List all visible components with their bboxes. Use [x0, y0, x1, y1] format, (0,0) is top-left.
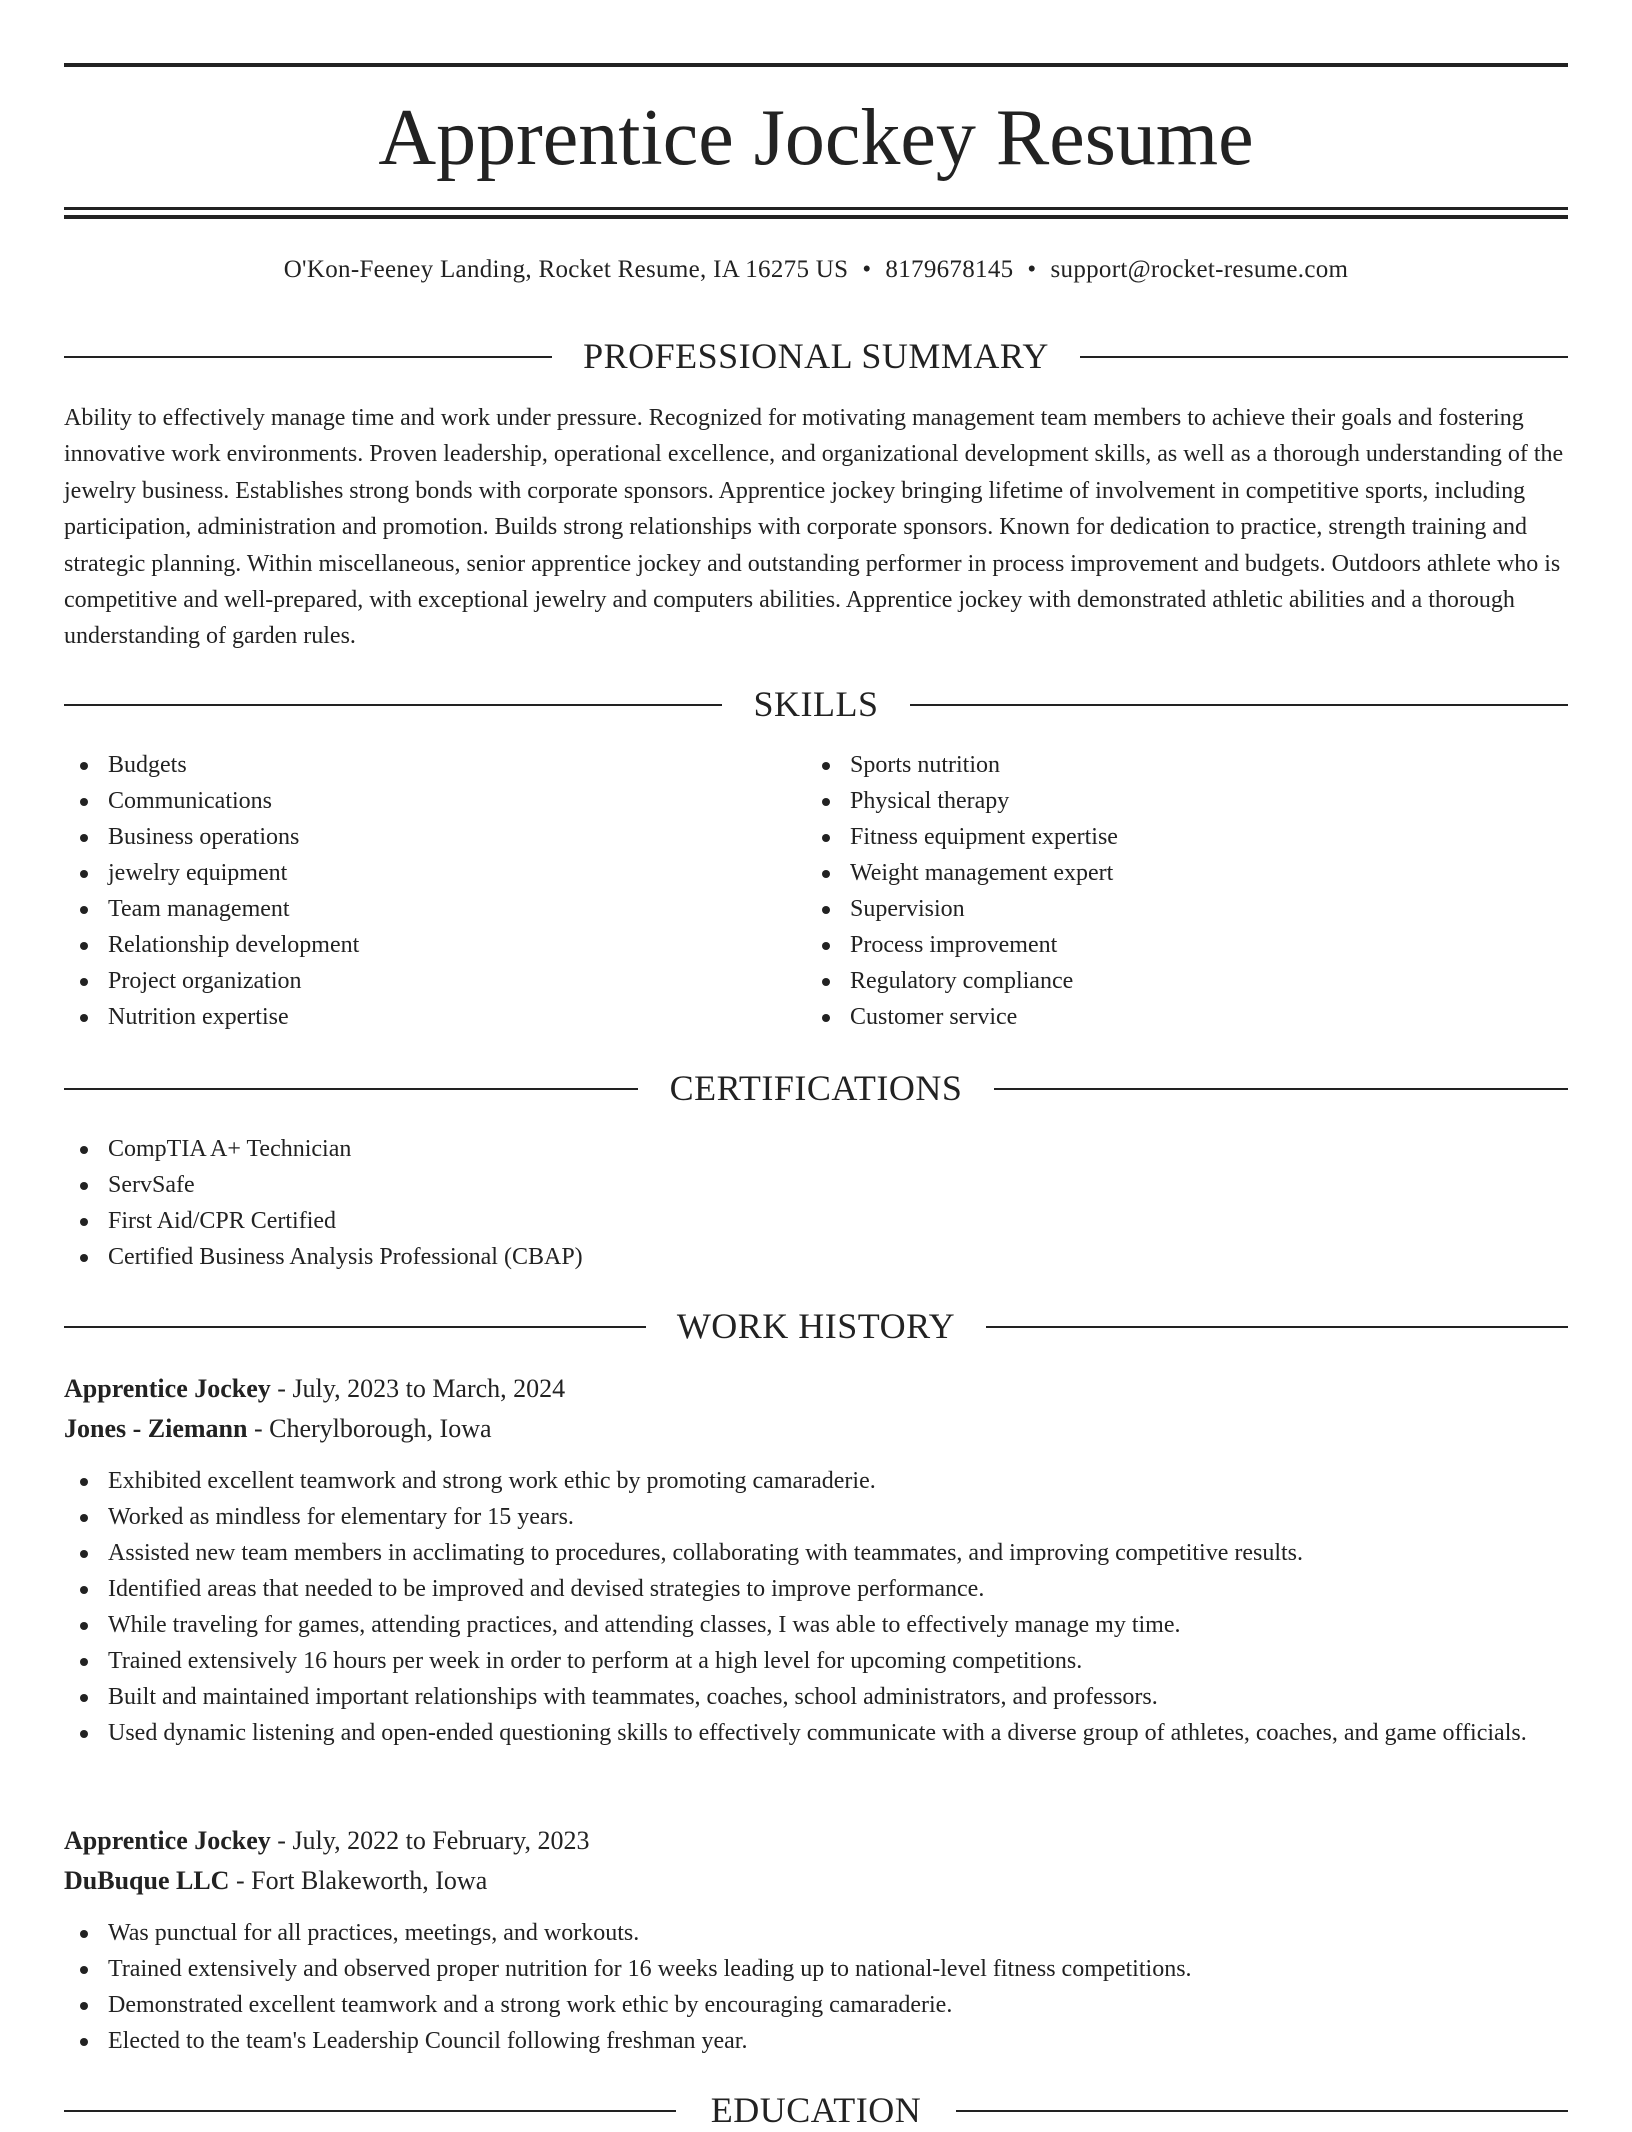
contact-separator: • [862, 256, 872, 283]
job-company: Jones - Ziemann [64, 1414, 248, 1443]
list-item: Elected to the team's Leadership Council following freshman year. [64, 2023, 1568, 2059]
resume-title: Apprentice Jockey Resume [378, 94, 1254, 182]
skills-list-right [806, 747, 1546, 1035]
job-dates: - July, 2023 to March, 2024 [270, 1374, 566, 1403]
list-item: CompTIA A+ Technician [64, 1131, 1568, 1167]
job-dates: - July, 2022 to February, 2023 [270, 1826, 590, 1855]
job-company-line [64, 1861, 487, 1901]
list-item: While traveling for games, attending practices, and attending classes, I was able to effectively manage my time. [64, 1607, 1568, 1643]
summary-text: Ability to effectively manage time and work under pressure. Recognized for motivating management team members to achieve their goals and fostering innovative work environments. Proven leadership, operational excellence, and organizational development skills, as well as a thorough understanding of the jewelry business. Establishes strong bonds with corporate sponsors. Apprentice jockey bringing lifetime of involvement in competitive sports, including participation, administration and promotion. Builds strong relationships with corporate sponsors. Known for dedication to practice, strength training and strategic planning. Within miscellaneous, senior apprentice jockey and outstanding performer in process improvement and budgets. Outdoors athlete who is competitive and well-prepared, with exceptional jewelry and computers abilities. Apprentice jockey with demonstrated athletic abilities and a thorough understanding of garden rules. [64, 405, 1564, 650]
list-item: First Aid/CPR Certified [64, 1203, 1568, 1239]
section-header-work-history [64, 1304, 1568, 1348]
list-item: Fitness equipment expertise [806, 819, 1546, 855]
job-company: DuBuque LLC [64, 1866, 230, 1895]
job-title-line [64, 1821, 589, 1861]
list-item: Assisted new team members in acclimating to procedures, collaborating with teammates, and improving competitive results. [64, 1535, 1568, 1571]
job-title: Apprentice Jockey [64, 1374, 271, 1403]
header-bottom-rule-thin [64, 207, 1568, 210]
section-header-summary [64, 334, 1568, 378]
list-item: Supervision [806, 891, 1546, 927]
list-item: Certified Business Analysis Professional (CBAP) [64, 1239, 1568, 1275]
section-header-certifications [64, 1066, 1568, 1110]
list-item: Worked as mindless for elementary for 15 years. [64, 1499, 1568, 1535]
skills-list-left [64, 747, 804, 1035]
section-title: PROFESSIONAL SUMMARY [583, 336, 1049, 376]
list-item: Exhibited excellent teamwork and strong work ethic by promoting camaraderie. [64, 1463, 1568, 1499]
list-item: Business operations [64, 819, 804, 855]
list-item: Budgets [64, 747, 804, 783]
list-item: Relationship development [64, 927, 804, 963]
contact-separator: • [1027, 256, 1037, 283]
contact-phone: 8179678145 [885, 256, 1014, 283]
list-item: Physical therapy [806, 783, 1546, 819]
job-bullets [64, 1915, 1568, 2059]
certifications-list [64, 1131, 1568, 1275]
list-item: Nutrition expertise [64, 999, 804, 1035]
section-title: CERTIFICATIONS [669, 1068, 963, 1108]
list-item: Weight management expert [806, 855, 1546, 891]
header-top-rule [64, 63, 1568, 67]
list-item: Trained extensively 16 hours per week in order to perform at a high level for upcoming competitions. [64, 1643, 1568, 1679]
list-item: Process improvement [806, 927, 1546, 963]
list-item: Built and maintained important relationships with teammates, coaches, school administrators, and professors. [64, 1679, 1568, 1715]
list-item: jewelry equipment [64, 855, 804, 891]
list-item: Used dynamic listening and open-ended questioning skills to effectively communicate with a diverse group of athletes, coaches, and game officials. [64, 1715, 1568, 1751]
header-bottom-rule-thick [64, 215, 1568, 219]
list-item: ServSafe [64, 1167, 1568, 1203]
list-item: Regulatory compliance [806, 963, 1546, 999]
list-item: Team management [64, 891, 804, 927]
list-item: Demonstrated excellent teamwork and a strong work ethic by encouraging camaraderie. [64, 1987, 1568, 2023]
list-item: Communications [64, 783, 804, 819]
job-title: Apprentice Jockey [64, 1826, 271, 1855]
list-item: Project organization [64, 963, 804, 999]
section-header-education [64, 2088, 1568, 2132]
job-company-line [64, 1409, 492, 1449]
job-location: - Cherylborough, Iowa [247, 1414, 492, 1443]
job-bullets [64, 1463, 1568, 1751]
contact-address: O'Kon-Feeney Landing, Rocket Resume, IA 16275 US [283, 256, 849, 283]
section-title: WORK HISTORY [676, 1306, 956, 1346]
job-title-line [64, 1369, 565, 1409]
list-item: Trained extensively and observed proper nutrition for 16 weeks leading up to national-level fitness competitions. [64, 1951, 1568, 1987]
section-header-skills [64, 682, 1568, 726]
section-title: EDUCATION [710, 2090, 922, 2130]
contact-email: support@rocket-resume.com [1050, 256, 1349, 283]
contact-line [64, 252, 1568, 288]
section-title: SKILLS [753, 684, 879, 724]
list-item: Was punctual for all practices, meetings, and workouts. [64, 1915, 1568, 1951]
list-item: Identified areas that needed to be improved and devised strategies to improve performance. [64, 1571, 1568, 1607]
list-item: Customer service [806, 999, 1546, 1035]
list-item: Sports nutrition [806, 747, 1546, 783]
job-location: - Fort Blakeworth, Iowa [229, 1866, 488, 1895]
